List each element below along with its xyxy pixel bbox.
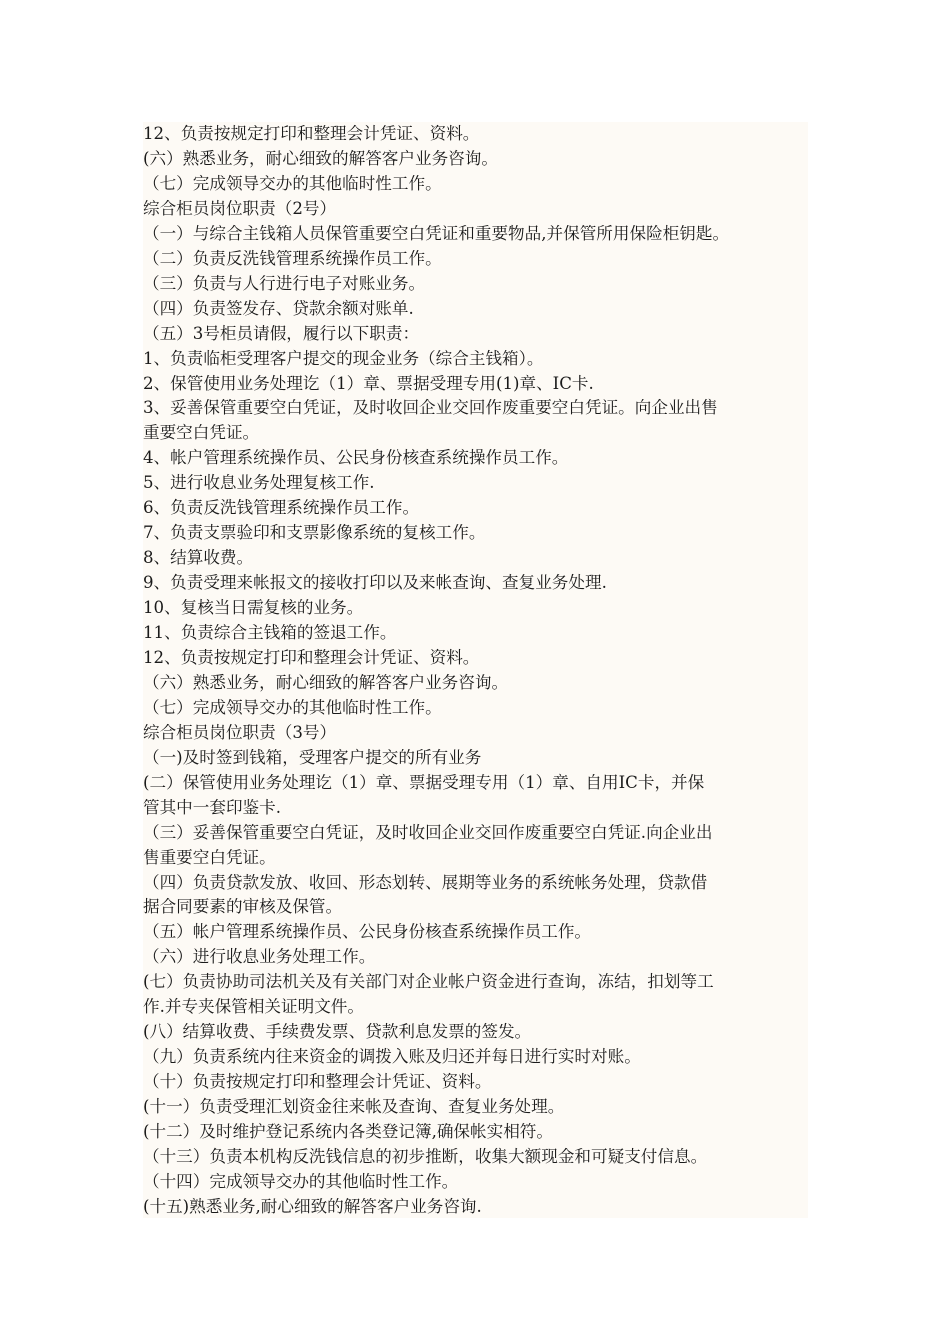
text-line: (十五)熟悉业务,耐心细致的解答客户业务咨询. <box>143 1196 482 1216</box>
text-line: （五）3号柜员请假，履行以下职责： <box>143 323 420 343</box>
text-line: 综合柜员岗位职责（3号） <box>143 722 337 742</box>
text-line: （一)及时签到钱箱，受理客户提交的所有业务 <box>143 747 482 767</box>
text-line: （六）熟悉业务，耐心细致的解答客户业务咨询。 <box>143 672 509 692</box>
text-line: (八）结算收费、手续费发票、贷款利息发票的签发。 <box>143 1022 532 1042</box>
text-line: 作.并专夹保管相关证明文件。 <box>143 997 364 1017</box>
text-line: 售重要空白凭证。 <box>143 847 276 867</box>
text-line: (十一）负责受理汇划资金往来帐及查询、查复业务处理。 <box>143 1097 565 1117</box>
text-line: 7、负责支票验印和支票影像系统的复核工作。 <box>143 523 486 543</box>
text-line: (七）负责协助司法机关及有关部门对企业帐户资金进行查询，冻结，扣划等工 <box>143 972 714 992</box>
text-line: 据合同要素的审核及保管。 <box>143 897 343 917</box>
text-line: 5、进行收息业务处理复核工作. <box>143 473 375 493</box>
text-line: （四）负责贷款发放、收回、形态划转、展期等业务的系统帐务处理，贷款借 <box>143 872 708 892</box>
text-line: 12、负责按规定打印和整理会计凭证、资料。 <box>143 124 480 143</box>
document-body <box>143 122 808 1218</box>
text-line: 1、负责临柜受理客户提交的现金业务（综合主钱箱）。 <box>143 348 544 368</box>
text-line: （三）妥善保管重要空白凭证，及时收回企业交回作废重要空白凭证.向企业出 <box>143 822 713 842</box>
text-line: 综合柜员岗位职责（2号） <box>143 198 337 218</box>
text-line: 2、保管使用业务处理讫（1）章、票据受理专用(1)章、IC卡. <box>143 373 594 393</box>
text-line: 8、结算收费。 <box>143 548 254 568</box>
text-line: 10、复核当日需复核的业务。 <box>143 598 364 618</box>
text-line: 12、负责按规定打印和整理会计凭证、资料。 <box>143 647 480 667</box>
text-line: （一）与综合主钱箱人员保管重要空白凭证和重要物品,并保管所用保险柜钥匙。 <box>143 223 730 243</box>
text-line: （十）负责按规定打印和整理会计凭证、资料。 <box>143 1072 492 1092</box>
text-line: 11、负责综合主钱箱的签退工作。 <box>143 623 397 642</box>
text-line: （四）负责签发存、贷款余额对账单. <box>143 298 414 318</box>
text-line: 9、负责受理来帐报文的接收打印以及来帐查询、查复业务处理. <box>143 573 607 593</box>
text-line: 4、帐户管理系统操作员、公民身份核查系统操作员工作。 <box>143 448 569 468</box>
text-line: （十四）完成领导交办的其他临时性工作。 <box>143 1171 459 1191</box>
text-line: 管其中一套印鉴卡. <box>143 797 282 817</box>
text-line: 6、负责反洗钱管理系统操作员工作。 <box>143 498 420 518</box>
text-line: （七）完成领导交办的其他临时性工作。 <box>143 173 442 193</box>
text-line: （三）负责与人行进行电子对账业务。 <box>143 273 426 293</box>
text-line: (六）熟悉业务，耐心细致的解答客户业务咨询。 <box>143 148 498 168</box>
text-line: (二）保管使用业务处理讫（1）章、票据受理专用（1）章、自用IC卡，并保 <box>143 772 705 792</box>
text-line: (十二）及时维护登记系统内各类登记簿,确保帐实相符。 <box>143 1122 553 1141</box>
text-line: 3、妥善保管重要空白凭证，及时收回企业交回作废重要空白凭证。向企业出售 <box>143 398 718 418</box>
text-line: （二）负责反洗钱管理系统操作员工作。 <box>143 248 442 268</box>
text-line: （七）完成领导交办的其他临时性工作。 <box>143 697 442 717</box>
text-line: （九）负责系统内往来资金的调拨入账及归还并每日进行实时对账。 <box>143 1047 641 1067</box>
text-line: （六）进行收息业务处理工作。 <box>143 947 376 967</box>
text-line: （十三）负责本机构反洗钱信息的初步推断，收集大额现金和可疑支付信息。 <box>143 1146 708 1166</box>
text-line: （五）帐户管理系统操作员、公民身份核查系统操作员工作。 <box>143 922 592 942</box>
text-line: 重要空白凭证。 <box>143 423 260 443</box>
